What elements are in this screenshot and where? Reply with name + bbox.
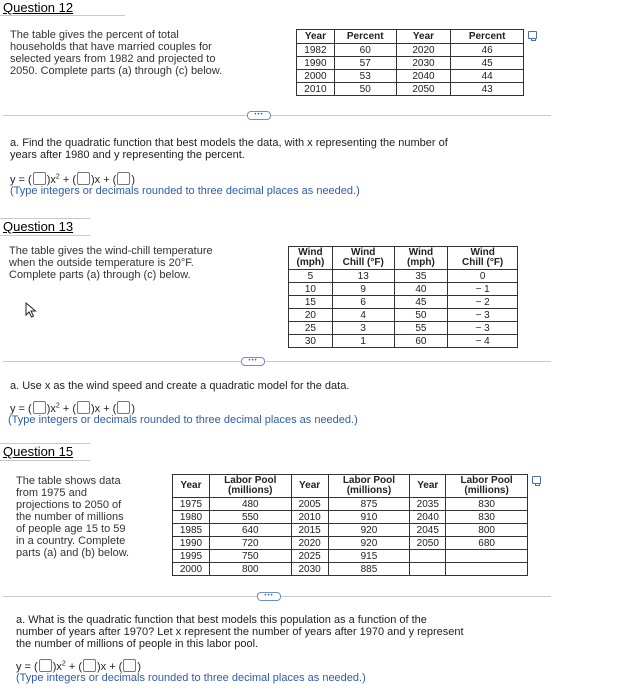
header-line: Chill (°F)	[342, 257, 384, 268]
prompt-line: number of years after 1970? Let x represent the number of years after 1970 and y represent	[16, 626, 464, 638]
question-13-title: Question 13	[3, 219, 74, 234]
table-row	[173, 537, 528, 550]
eq-text: )x	[46, 174, 56, 186]
prompt-line: the number of millions of people in this labor pool.	[16, 638, 259, 650]
table-cell: 2010	[297, 83, 335, 96]
eq-text: )x	[46, 403, 56, 415]
table-cell: 57	[334, 57, 396, 70]
question-12-part-a	[10, 137, 448, 161]
table-cell: 9	[332, 283, 394, 296]
eq-text: )	[131, 403, 136, 415]
table-cell: 60	[334, 44, 396, 57]
coefficient-c-input[interactable]	[117, 401, 130, 414]
table-cell: 1995	[173, 550, 210, 563]
table-cell: 2010	[291, 511, 328, 524]
intro-line: 2050. Complete parts (a) through (c) below.	[10, 65, 223, 77]
intro-line: The table gives the percent of total	[10, 29, 179, 41]
question-15-data-table	[172, 474, 528, 576]
coefficient-b-input[interactable]	[77, 172, 90, 185]
eq-text: + (	[65, 661, 82, 673]
table-cell: 1990	[173, 537, 210, 550]
table-cell: 2040	[410, 511, 446, 524]
copy-table-icon[interactable]	[532, 476, 541, 484]
table-row	[173, 524, 528, 537]
table-row	[289, 309, 518, 322]
table-cell: 44	[451, 70, 524, 83]
table-cell: 2040	[396, 70, 451, 83]
header-line: Labor Pool	[224, 475, 277, 486]
column-header: Percent	[451, 30, 524, 44]
column-header	[448, 247, 518, 270]
table-cell: 60	[394, 335, 448, 348]
question-15-title: Question 15	[3, 444, 74, 459]
header-line: (millions)	[346, 485, 392, 496]
header-line: Labor Pool	[460, 475, 513, 486]
table-row	[173, 563, 528, 576]
table-cell: 2025	[291, 550, 328, 563]
question-12-equation	[10, 172, 135, 186]
table-cell: 40	[394, 283, 448, 296]
question-12-title: Question 12	[3, 0, 74, 15]
header-line: Labor Pool	[342, 475, 396, 486]
table-header-row	[173, 475, 528, 498]
table-cell: 5	[289, 270, 333, 283]
table-cell: 20	[289, 309, 333, 322]
intro-line: in a country. Complete	[16, 535, 126, 547]
section-divider	[3, 361, 551, 362]
question-15-hint: (Type integers or decimals rounded to three decimal places as needed.)	[16, 672, 366, 684]
table-row	[297, 70, 524, 83]
table-cell: 875	[328, 498, 410, 511]
question-13-hint: (Type integers or decimals rounded to three decimal places as needed.)	[8, 414, 358, 426]
table-cell: 50	[334, 83, 396, 96]
intro-line: the number of millions	[16, 511, 124, 523]
expand-more-button[interactable]: •••	[247, 111, 271, 120]
eq-text: + (	[59, 403, 76, 415]
table-cell: 800	[209, 563, 291, 576]
column-header: Year	[297, 30, 335, 44]
table-cell: 2050	[410, 537, 446, 550]
table-cell: 35	[394, 270, 448, 283]
table-cell: 2045	[410, 524, 446, 537]
question-15-intro	[16, 475, 129, 559]
column-header: Year	[291, 475, 328, 498]
table-cell: 30	[289, 335, 333, 348]
header-line: Wind	[298, 247, 323, 258]
intro-line: projections to 2050 of	[16, 499, 122, 511]
column-header	[446, 475, 528, 498]
coefficient-a-input[interactable]	[39, 659, 52, 672]
eq-exponent: 2	[55, 173, 60, 181]
eq-text: y = (	[10, 174, 32, 186]
column-header	[394, 247, 448, 270]
table-cell: 2030	[291, 563, 328, 576]
table-cell: 6	[332, 296, 394, 309]
eq-text: )x	[52, 661, 62, 673]
question-13-intro	[9, 245, 213, 281]
question-13-part-a	[10, 380, 349, 392]
column-header	[289, 247, 333, 270]
table-cell: 885	[328, 563, 410, 576]
table-cell: 3	[332, 322, 394, 335]
eq-text: )x + (	[90, 174, 117, 186]
table-row	[173, 511, 528, 524]
table-cell: − 4	[448, 335, 518, 348]
table-cell: 2015	[291, 524, 328, 537]
table-cell: 43	[451, 83, 524, 96]
column-header	[209, 475, 291, 498]
section-divider	[3, 115, 551, 116]
table-cell	[410, 550, 446, 563]
eq-exponent: 2	[55, 402, 60, 410]
table-cell: − 1	[448, 283, 518, 296]
intro-line: The table gives the wind-chill temperature	[9, 245, 213, 257]
table-cell	[410, 563, 446, 576]
table-cell: 15	[289, 296, 333, 309]
table-cell: 2020	[291, 537, 328, 550]
intro-line: selected years from 1982 and projected to	[10, 53, 216, 65]
table-cell: 0	[448, 270, 518, 283]
header-line: Wind	[351, 247, 376, 258]
table-cell: 2035	[410, 498, 446, 511]
table-row	[289, 335, 518, 348]
eq-text: )x + (	[96, 661, 123, 673]
question-15-divider	[0, 460, 90, 461]
question-13-divider	[0, 235, 90, 236]
column-header: Percent	[334, 30, 396, 44]
table-cell: 45	[451, 57, 524, 70]
table-cell: − 3	[448, 309, 518, 322]
table-cell: − 3	[448, 322, 518, 335]
table-cell: 830	[446, 498, 528, 511]
column-header: Year	[396, 30, 451, 44]
table-cell: 910	[328, 511, 410, 524]
question-12-hint: (Type integers or decimals rounded to three decimal places as needed.)	[10, 185, 360, 197]
intro-line: The table shows data	[16, 475, 121, 487]
intro-line: from 1975 and	[16, 487, 87, 499]
coefficient-b-input[interactable]	[83, 659, 96, 672]
prompt-line: a. Use x as the wind speed and create a quadratic model for the data.	[10, 380, 350, 392]
column-header: Year	[173, 475, 210, 498]
coefficient-c-input[interactable]	[123, 659, 136, 672]
prompt-line: a. What is the quadratic function that best models this population as a function of the	[16, 614, 427, 626]
eq-text: + (	[59, 174, 76, 186]
header-line: Wind	[470, 247, 495, 258]
table-row	[173, 498, 528, 511]
table-cell: 680	[446, 537, 528, 550]
table-row	[289, 270, 518, 283]
table-cell: 1980	[173, 511, 210, 524]
table-cell: 750	[209, 550, 291, 563]
table-cell: 53	[334, 70, 396, 83]
table-row	[289, 296, 518, 309]
table-row	[289, 322, 518, 335]
coefficient-b-input[interactable]	[77, 401, 90, 414]
question-15-equation	[16, 659, 141, 673]
question-13-equation	[10, 401, 135, 415]
eq-text: )	[137, 661, 142, 673]
table-cell: 45	[394, 296, 448, 309]
table-cell: 480	[209, 498, 291, 511]
eq-exponent: 2	[61, 660, 66, 668]
table-cell: 915	[328, 550, 410, 563]
intro-line: households that have married couples for	[10, 41, 212, 53]
table-row	[297, 44, 524, 57]
table-cell: 1990	[297, 57, 335, 70]
intro-line: Complete parts (a) through (c) below.	[9, 269, 191, 281]
table-cell: 46	[451, 44, 524, 57]
table-cell: 55	[394, 322, 448, 335]
table-cell: 2000	[297, 70, 335, 83]
header-line: (millions)	[228, 485, 273, 496]
eq-text: y = (	[10, 403, 32, 415]
column-header: Year	[410, 475, 446, 498]
table-cell: 2030	[396, 57, 451, 70]
question-12-data-table	[296, 29, 524, 96]
prompt-line: years after 1980 and y representing the percent.	[10, 149, 245, 161]
coefficient-a-input[interactable]	[33, 401, 46, 414]
table-cell: 2020	[396, 44, 451, 57]
header-line: (mph)	[407, 257, 435, 268]
coefficient-a-input[interactable]	[33, 172, 46, 185]
intro-line: of people age 15 to 59	[16, 523, 126, 535]
table-cell: 4	[332, 309, 394, 322]
table-cell: 1982	[297, 44, 335, 57]
column-header	[332, 247, 394, 270]
header-line: (millions)	[464, 485, 509, 496]
table-header-row	[297, 30, 524, 44]
intro-line: parts (a) and (b) below.	[16, 547, 130, 559]
expand-more-button[interactable]: •••	[241, 357, 265, 366]
header-line: Wind	[408, 247, 434, 258]
table-cell: 1	[332, 335, 394, 348]
table-cell: − 2	[448, 296, 518, 309]
table-row	[297, 83, 524, 96]
copy-table-icon[interactable]	[528, 31, 537, 39]
header-line: Chill (°F)	[462, 257, 504, 268]
intro-line: when the outside temperature is 20°F.	[9, 257, 194, 269]
table-cell: 10	[289, 283, 333, 296]
table-cell: 1975	[173, 498, 210, 511]
table-cell: 920	[328, 524, 410, 537]
table-cell: 550	[209, 511, 291, 524]
coefficient-c-input[interactable]	[117, 172, 130, 185]
table-cell: 2005	[291, 498, 328, 511]
table-cell: 50	[394, 309, 448, 322]
table-header-row	[289, 247, 518, 270]
table-cell: 920	[328, 537, 410, 550]
table-cell: 2050	[396, 83, 451, 96]
table-cell: 1985	[173, 524, 210, 537]
eq-text: y = (	[16, 661, 38, 673]
eq-text: )	[131, 174, 136, 186]
table-cell	[446, 563, 528, 576]
question-13-data-table	[288, 246, 518, 348]
table-cell: 830	[446, 511, 528, 524]
prompt-line: a. Find the quadratic function that best models the data, with x representing the number of	[10, 137, 448, 149]
question-12-divider	[0, 15, 125, 16]
table-row	[297, 57, 524, 70]
expand-more-button[interactable]: •••	[257, 592, 281, 601]
table-cell: 640	[209, 524, 291, 537]
question-12-intro	[10, 29, 222, 77]
mouse-pointer-icon	[25, 302, 37, 318]
table-row	[289, 283, 518, 296]
table-cell: 13	[332, 270, 394, 283]
column-header	[328, 475, 410, 498]
eq-text: )x + (	[90, 403, 117, 415]
question-15-part-a	[16, 614, 464, 650]
table-cell	[446, 550, 528, 563]
table-row	[173, 550, 528, 563]
table-cell: 25	[289, 322, 333, 335]
table-cell: 2000	[173, 563, 210, 576]
table-cell: 800	[446, 524, 528, 537]
table-cell: 720	[209, 537, 291, 550]
header-line: (mph)	[296, 257, 325, 268]
